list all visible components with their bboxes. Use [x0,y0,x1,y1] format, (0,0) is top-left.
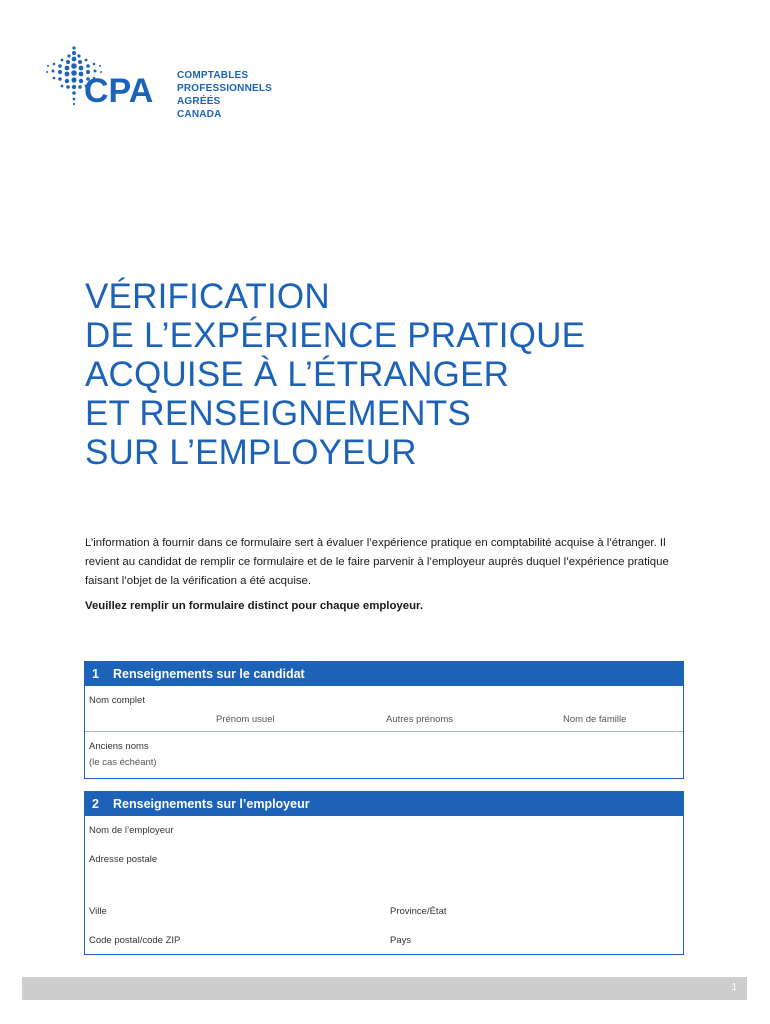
postal-code-country-row [85,926,683,954]
section-candidate [84,661,684,779]
title-line: SUR L’EMPLOYEUR [85,433,417,472]
employer-name-label: Nom de l’employeur [89,825,174,836]
full-name-row [85,686,683,731]
postal-address-label: Adresse postale [89,854,158,865]
page-number: 1 [731,982,737,993]
logo-line: PROFESSIONNELS [177,83,273,94]
intro-paragraph: L’information à fournir dans ce formulaire sert à évaluer l’expérience pratique en comptabilité acquise à l’étranger. Il revient au candidat de remplir ce formulaire et de le faire parvenir à l’employeur auprès duquel l’expérience pratique faisant l’objet de la vérification a été acquise. [85,537,669,587]
city-label: Ville [89,906,107,917]
title-line: VÉRIFICATION [85,277,330,316]
cpa-maple-leaf-logo-icon [42,44,172,116]
postal-address-row [85,845,683,897]
section-number: 1 [92,667,99,681]
section-title: Renseignements sur l’employeur [113,797,310,811]
postal-code-label: Code postal/code ZIP [89,935,181,946]
section-title: Renseignements sur le candidat [113,667,305,681]
logo-line: CANADA [177,109,222,120]
cpa-wordmark: CPA [84,72,154,110]
title-line: ET RENSEIGNEMENTS [85,394,471,433]
full-name-label: Nom complet [89,695,145,706]
employer-name-row [85,816,683,845]
last-name-label: Nom de famille [563,714,627,725]
section-number: 2 [92,797,99,811]
former-names-label: Anciens noms [89,741,149,752]
cpa-logo [42,44,282,122]
page-footer [22,977,747,1000]
country-label: Pays [390,935,412,946]
province-label: Province/État [390,906,447,917]
document-title [85,277,725,472]
logo-line: COMPTABLES [177,70,249,81]
logo-line: AGRÉÉS [177,96,221,107]
section-header [85,662,683,686]
title-line: ACQUISE À L’ÉTRANGER [85,355,510,394]
first-name-label: Prénom usuel [216,714,275,725]
instruction-note: Veuillez remplir un formulaire distinct pour chaque employeur. [85,600,423,612]
city-province-row [85,897,683,926]
section-employer [84,791,684,955]
former-names-row [85,731,683,778]
section-header [85,792,683,816]
former-names-hint: (le cas échéant) [89,757,157,768]
title-line: DE L’EXPÉRIENCE PRATIQUE [85,316,586,355]
logo-text [177,69,272,121]
other-names-label: Autres prénoms [386,714,454,725]
